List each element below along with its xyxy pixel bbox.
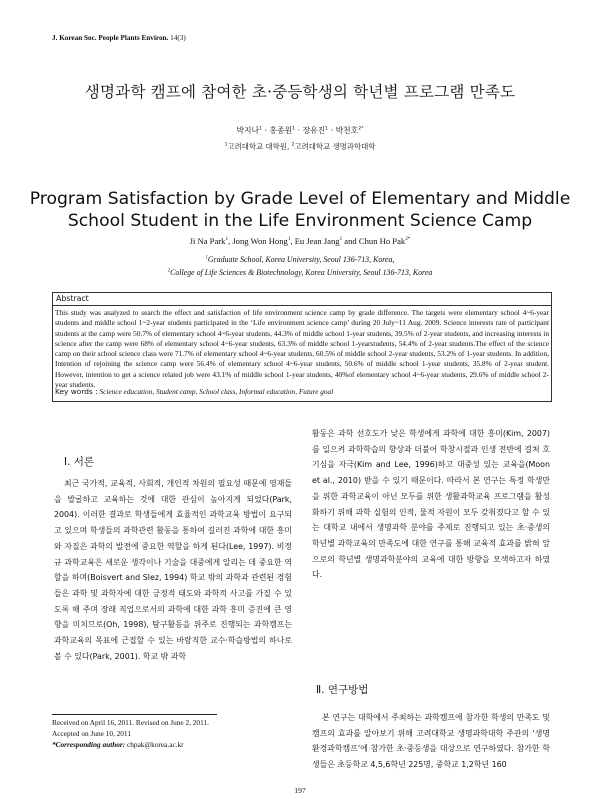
english-affiliation-text: College of Life Sciences & Biotechnology, Korea University, Seoul 136-713, Korea (170, 268, 433, 277)
korean-affiliations: $^1$고려대학교 대학원, $^2$고려대학교 생명과학대학 (224, 142, 376, 151)
corresponding-email: chpak@korea.ac.kr (127, 739, 184, 749)
accepted-date: Accepted on June 10, 2011 (52, 728, 131, 738)
section-heading-methods: Ⅱ. 연구방법 (316, 684, 369, 696)
left-column-body (54, 476, 292, 664)
affiliation-marker: 1 (339, 236, 343, 243)
paragraph: 본 연구는 대학에서 주최하는 과학캠프에 참가한 학생의 만족도 및 캠프의 효과를 알아보기 위해 고려대학교 생명과학대학 주관의 ‘생명환경과학캠프’에 참가한 초·중등생을 대상으로 연구하였다. 참가한 학생들은 초등학교 4,5,6학년 225명, 중학교 1,2학년 160 (312, 713, 550, 770)
english-author-name: Ji Na Park (189, 236, 226, 246)
affiliation-marker: 1 (325, 126, 329, 132)
abstract-heading: Abstract (56, 294, 89, 303)
affiliation-marker: 1 (287, 236, 291, 243)
keywords-label: Key words : (55, 387, 98, 396)
paragraph: 활동은 과학 선호도가 낮은 학생에게 과학에 대한 흥미(Kim, 2007)를 일으켜 과학학습의 향상과 더불어 학창시절과 인생 전반에 걸쳐 호기심을 자극(Kim and Lee, 1996)하고 대중성 있는 교육을(Moon et al., 2010) 받을 수 있기 때문이다. 따라서 본 연구는 특정 학생만을 위한 과학교육이 아닌 모두를 위한 생활과학교육 프로그램을 활성화하기 위해 과학 실험의 인적, 물적 자원이 모두 갖춰졌다고 할 수 있는 대학교 내에서 생명과학 분야를 주제로 진행되고 있는 초·중생의 학년별 과학교육의 만족도에 대한 연구를 통해 교육적 효과를 밝혀 앞으로의 학년별 생명과학분야의 교육에 대한 방향을 모색하고자 하였다. (312, 429, 550, 580)
affiliation-marker: 1 (259, 126, 263, 132)
english-affiliation (0, 268, 600, 277)
abstract-text: This study was analyzed to search the effect and satisfaction of life environment science camp by grade difference. The targets were elementary school 4~6-year students and middle school 1~2-year students participated in the ‘Life environment science camp’ during 20 July~11 Aug. 2009. Science interests rate of participant students at the camp were 50.7% of elementary school 4~6-year students, 44.3% of middle school 1-year students, 39.5% of 2-year students, and increasing interests in science after the camp were 68% of elementary school 4~6-year students, 63.3% of middle school 1-yearstudents, 54.4% of 2-year students.The effect of the science camp on their school science class were 71.7% of elementary school 4~6-year students, 60.5% of middle school 2-year students, 53.2% of 1-year students. In addition, Intention of rejoining the science camp were 56.4% of elementary school 4~6-year students, 50.6% of middle school 1-year students, 35.8% of 2-year student. However, intention to get a science related job were 43.1% of middle school 1-year students, 40%of elementary school 4~6-year students, 29.6% of middle school 2-year students. (55, 308, 549, 390)
korean-author-name: 홍종원 (269, 126, 293, 135)
received-date: Received on April 16, 2011. Revised on June 2, 2011. (52, 718, 209, 727)
korean-author-name: 박지나 (236, 126, 260, 135)
right-column-body (312, 426, 550, 583)
affiliation-marker: 2* (358, 126, 364, 132)
page-number: 197 (294, 786, 306, 795)
affiliation-marker: 1 (225, 236, 229, 243)
affiliation-marker: 1 (224, 142, 228, 148)
korean-author-name: 장유진 (302, 126, 326, 135)
journal-citation (52, 34, 186, 42)
affiliation-marker: 1 (292, 126, 296, 132)
korean-authors (0, 125, 600, 136)
corresponding-author (52, 740, 209, 751)
korean-affiliation: 고려대학교 대학원 (227, 142, 287, 151)
section-heading-introduction: Ⅰ. 서론 (64, 456, 95, 468)
korean-author-name: 박천호 (335, 126, 359, 135)
affiliation-marker: 2* (405, 236, 411, 243)
corresponding-label: *Corresponding author: (52, 739, 126, 749)
footnote-divider (52, 714, 217, 715)
journal-name: J. Korean Soc. People Plants Environ. (52, 34, 169, 42)
english-author-name: Eu Jean Jang (294, 236, 340, 246)
korean-title: 생명과학 캠프에 참여한 초·중등학생의 학년별 프로그램 만족도 (84, 83, 516, 101)
affiliation-marker: 2 (291, 142, 295, 148)
journal-volume: 14(3) (170, 34, 186, 42)
english-author-name: Jong Won Hong (232, 236, 288, 246)
affiliation-marker: 1 (205, 255, 208, 261)
author-separator: · (297, 126, 303, 135)
author-separator: · (264, 126, 270, 135)
author-separator: · (330, 126, 336, 135)
keywords-text: Science education, Student camp, School class, Informal education, Future goal (99, 387, 334, 396)
korean-affiliation: 고려대학교 생명과학대학 (294, 142, 376, 151)
keywords (55, 387, 549, 396)
abstract-divider (52, 305, 552, 306)
english-authors: Ji Na Park$^1$, Jong Won Hong$^1$, Eu Jean Jang$^1$ and Chun Ho Pak$^{2*}$ (189, 236, 411, 246)
affiliation-marker: 2 (167, 268, 171, 274)
english-title: Program Satisfaction by Grade Level of Elementary and Middle School Student in the Life Environment Science Camp (29, 189, 571, 231)
paragraph: 최근 국가적, 교육적, 사회적, 개인적 차원의 필요성 때문에 영재들을 발굴하고 교육하는 것에 대한 관심이 높아지게 되었다(Park, 2004). 이러한 결과로 학생들에게 효율적인 과학교육 방법이 요구되고 있으며 학생들의 과학관련 활동을 통하여 길러진 과학에 대한 흥미와 자질은 과학의 발전에 중요한 역할을 하게 된다(Lee, 1997). 비정규 과학교육은 새로운 생각이나 기술을 대중에게 알리는 데 중요한 역할을 하며(Boisvert and Slez, 1994) 학교 밖의 과학과 관련된 경험들은 과학 및 과학자에 대한 긍정적 태도와 과학적 사고를 가질 수 있도록 해 주며 장래 직업으로서의 과학에 대한 과학 흥미 증진에 큰 영향을 미치므로(Oh, 1998), 탐구활동을 위주로 진행되는 과학캠프는 과학교육의 목표에 근접할 수 있는 바람직한 교수·학습방법의 하나로 볼 수 있다(Park, 2001). 학교 밖 과학 (54, 479, 292, 661)
english-affiliation-text: Graduate School, Korea University, Seoul 136-713, Korea, (207, 255, 395, 264)
english-affiliation (0, 255, 600, 264)
right-column-methods (312, 710, 550, 773)
english-author-name: Chun Ho Pak (358, 236, 406, 246)
author-conjunction: and (344, 236, 357, 246)
footnotes (52, 718, 209, 750)
